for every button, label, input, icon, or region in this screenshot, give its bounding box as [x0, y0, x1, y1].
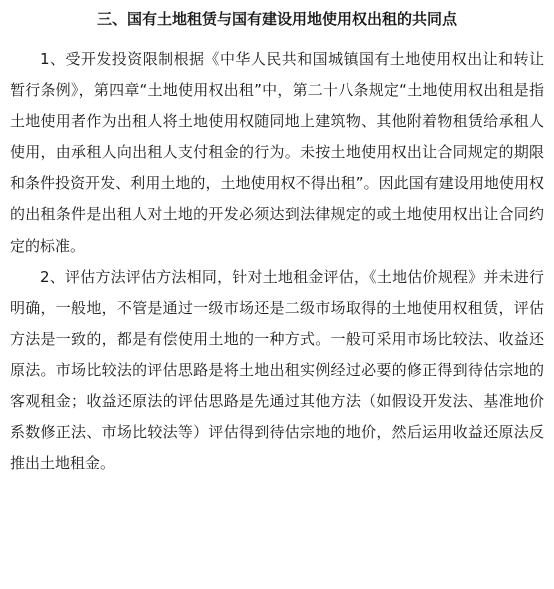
- paragraph-2: 2、评估方法评估方法相同，针对土地租金评估，《土地估价规程》并未进行明确，一般地，不管是通过一级市场还是二级市场取得的土地使用权租赁，评估方法是一致的，都是有偿使用土地的一种方式。一般可采用市场比较法、收益还原法。市场比较法的评估思路是将土地出租实例经过必要的修正得到待估宗地的客观租金；收益还原法的评估思路是先通过其他方法（如假设开发法、基准地价系数修正法、市场比较法等）评估得到待估宗地的地价，然后运用收益还原法反推出土地租金。: [10, 267, 544, 473]
- section-heading: 三、国有土地租赁与国有建设用地使用权出租的共同点: [96, 10, 457, 28]
- paragraph-1: 1、受开发投资限制根据《中华人民共和国城镇国有土地使用权出让和转让暂行条例》，第四章“土地使用权出租”中，第二十八条规定“土地使用权出租是指土地使用者作为出租人将土地使用权随同地上建筑物、其他附着物租赁给承租人使用，由承租人向出租人支付租金的行为。未按土地使用权出让合同规定的期限和条件投资开发、利用土地的，土地使用权不得出租”。因此国有建设用地使用权的出租条件是出租人对土地的开发必须达到法律规定的或土地使用权出让合同约定的标准。: [10, 50, 544, 255]
